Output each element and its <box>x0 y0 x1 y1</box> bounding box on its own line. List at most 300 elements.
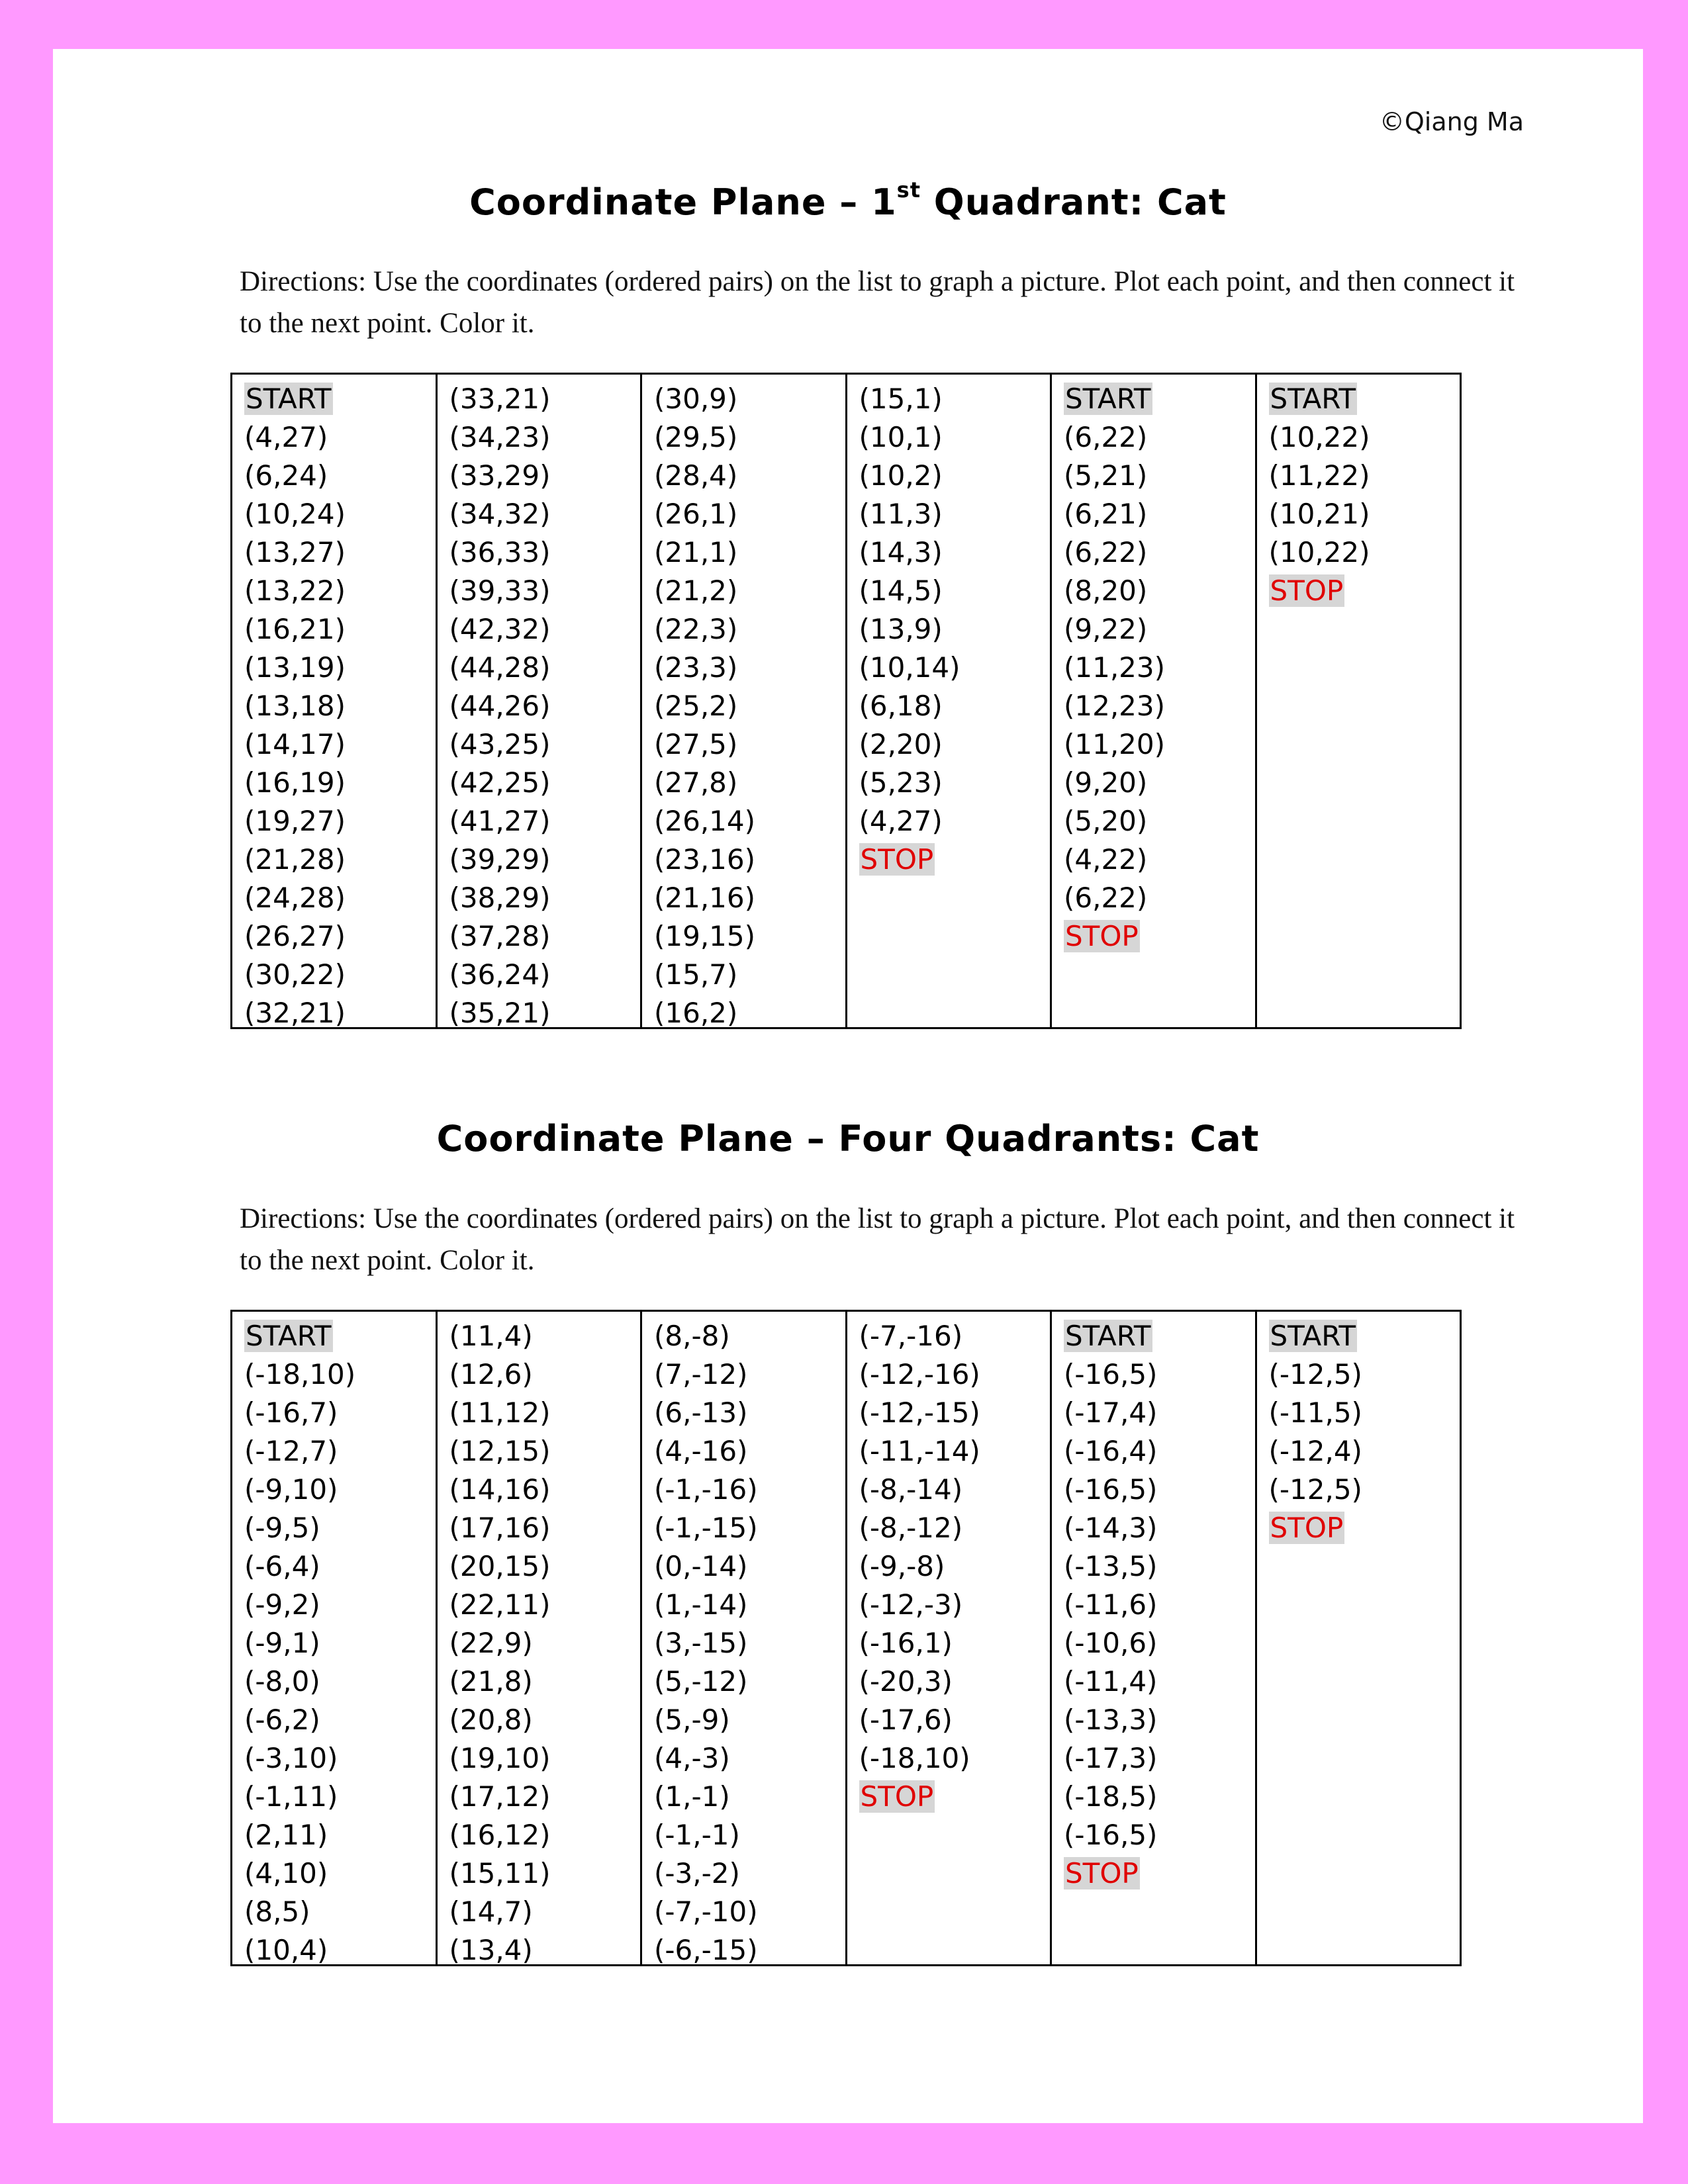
coordinate-pair <box>654 1931 845 1970</box>
coordinate-pair-text: (10,2) <box>859 459 943 492</box>
coordinate-pair <box>654 1586 845 1624</box>
coordinate-pair <box>449 610 641 649</box>
coordinate-column <box>438 375 643 1027</box>
coordinate-pair-text: (6,22) <box>1064 421 1148 453</box>
coordinate-pair-text: (-3,-2) <box>654 1857 740 1889</box>
coordinate-pair-text: (-16,5) <box>1064 1819 1158 1851</box>
start-marker-text: START <box>246 1320 332 1352</box>
coordinate-pair-text: (2,11) <box>244 1819 328 1851</box>
coordinate-pair <box>1064 1432 1255 1471</box>
coordinate-pair <box>449 1509 641 1547</box>
coordinate-pair-text: (8,5) <box>244 1895 310 1928</box>
coordinate-pair-text: (-16,5) <box>1064 1473 1158 1506</box>
coordinate-pair-text: (-18,10) <box>244 1358 356 1390</box>
coordinate-pair-text: (44,28) <box>449 651 551 684</box>
coordinate-pair-text: (21,28) <box>244 843 346 876</box>
coordinate-pair <box>859 1509 1051 1547</box>
coordinate-pair <box>1269 457 1460 495</box>
coordinate-column <box>1052 1312 1257 1964</box>
coordinate-pair <box>654 1432 845 1471</box>
coordinate-pair-text: (17,16) <box>449 1512 551 1544</box>
coordinate-pair <box>1064 1394 1255 1432</box>
coordinate-pair-text: (20,8) <box>449 1704 533 1736</box>
coordinate-pair-text: (13,18) <box>244 690 346 722</box>
coordinate-pair-text: (8,20) <box>1064 574 1148 607</box>
coordinate-pair-text: (6,22) <box>1064 536 1148 569</box>
coordinate-pair <box>859 1355 1051 1394</box>
start-marker <box>244 1317 436 1355</box>
coordinate-pair-text: (19,15) <box>654 920 756 952</box>
coordinate-pair <box>449 1355 641 1394</box>
coordinate-pair-text: (12,15) <box>449 1435 551 1467</box>
coordinate-pair-text: (-11,4) <box>1064 1665 1158 1698</box>
coordinate-pair <box>1064 1701 1255 1739</box>
coordinate-pair-text: (11,3) <box>859 498 943 530</box>
coordinate-pair-text: (-14,3) <box>1064 1512 1158 1544</box>
coordinate-pair-text: (11,12) <box>449 1396 551 1429</box>
section1-title-superscript: st <box>896 177 921 203</box>
coordinate-pair <box>654 764 845 802</box>
coordinate-pair <box>859 533 1051 572</box>
coordinate-pair-text: (34,32) <box>449 498 551 530</box>
coordinate-pair-text: (11,22) <box>1268 459 1370 492</box>
section2-title: Coordinate Plane – Four Quadrants: Cat <box>436 1118 1260 1160</box>
coordinate-pair-text: (14,5) <box>859 574 943 607</box>
coordinate-pair <box>1064 649 1255 687</box>
coordinate-pair <box>449 1432 641 1471</box>
coordinate-pair-text: (-9,1) <box>244 1627 320 1659</box>
coordinate-pair <box>244 1662 436 1701</box>
coordinate-pair-text: (41,27) <box>449 805 551 837</box>
coordinate-pair-text: (7,-12) <box>654 1358 748 1390</box>
coordinate-pair <box>1064 610 1255 649</box>
coordinate-pair <box>859 1662 1051 1701</box>
coordinate-pair-text: (6,22) <box>1064 882 1148 914</box>
coordinate-pair <box>859 687 1051 725</box>
coordinate-pair <box>244 1394 436 1432</box>
stop-marker <box>1269 1509 1460 1547</box>
coordinate-pair <box>1064 1355 1255 1394</box>
start-marker-text: START <box>1065 1320 1151 1352</box>
coordinate-pair <box>859 572 1051 610</box>
coordinate-pair <box>1064 1547 1255 1586</box>
coordinate-pair-text: (-6,2) <box>244 1704 320 1736</box>
coordinate-pair <box>449 418 641 457</box>
coordinate-pair-text: (30,9) <box>654 383 738 415</box>
coordinate-pair-text: (5,20) <box>1064 805 1148 837</box>
coordinate-pair-text: (22,3) <box>654 613 738 645</box>
coordinate-pair <box>654 1739 845 1778</box>
coordinate-pair-text: (14,7) <box>449 1895 533 1928</box>
coordinate-pair <box>244 994 436 1032</box>
coordinate-pair-text: (-13,5) <box>1064 1550 1158 1582</box>
coordinate-pair-text: (13,27) <box>244 536 346 569</box>
coordinate-pair <box>244 1931 436 1970</box>
start-marker <box>1064 380 1255 418</box>
coordinate-pair <box>1269 418 1460 457</box>
coordinate-pair-text: (4,10) <box>244 1857 328 1889</box>
section1-directions: Directions: Use the coordinates (ordered pairs) on the list to graph a picture. Plot each point, and then connect it to the next point. Color it. <box>240 266 1515 339</box>
coordinate-pair <box>859 495 1051 533</box>
coordinate-pair <box>1064 418 1255 457</box>
coordinate-pair <box>1064 457 1255 495</box>
coordinate-pair <box>449 725 641 764</box>
coordinate-pair <box>1269 1355 1460 1394</box>
coordinate-pair <box>449 572 641 610</box>
coordinate-pair-text: (37,28) <box>449 920 551 952</box>
coordinate-pair-text: (-1,-15) <box>654 1512 758 1544</box>
coordinate-pair-text: (29,5) <box>654 421 738 453</box>
coordinate-pair-text: (1,-14) <box>654 1588 748 1621</box>
coordinate-pair <box>244 1624 436 1662</box>
coordinate-pair <box>1064 533 1255 572</box>
coordinate-pair-text: (16,19) <box>244 766 346 799</box>
coordinate-column <box>438 1312 643 1964</box>
coordinate-pair <box>654 1893 845 1931</box>
coordinate-pair <box>449 533 641 572</box>
coordinate-pair <box>449 1931 641 1970</box>
stop-marker <box>1064 917 1255 956</box>
coordinate-pair-text: (44,26) <box>449 690 551 722</box>
coordinate-pair <box>654 610 845 649</box>
start-marker <box>1269 380 1460 418</box>
stop-marker <box>1269 572 1460 610</box>
coordinate-pair-text: (-13,3) <box>1064 1704 1158 1736</box>
coordinate-pair <box>244 418 436 457</box>
coordinate-pair <box>1064 841 1255 879</box>
coordinate-pair-text: (5,23) <box>859 766 943 799</box>
coordinate-pair <box>654 380 845 418</box>
coordinate-pair <box>449 457 641 495</box>
coordinate-pair-text: (16,21) <box>244 613 346 645</box>
coordinate-pair <box>449 879 641 917</box>
coordinate-pair-text: (4,27) <box>859 805 943 837</box>
coordinate-pair-text: (10,22) <box>1268 536 1370 569</box>
coordinate-pair-text: (30,22) <box>244 958 346 991</box>
stop-marker <box>1064 1854 1255 1893</box>
coordinate-pair <box>859 418 1051 457</box>
coordinate-pair-text: (6,24) <box>244 459 328 492</box>
start-marker <box>244 380 436 418</box>
coordinate-pair-text: (39,33) <box>449 574 551 607</box>
coordinate-pair <box>244 1778 436 1816</box>
coordinate-pair-text: (6,18) <box>859 690 943 722</box>
coordinate-pair-text: (-9,5) <box>244 1512 320 1544</box>
coordinate-pair <box>244 1701 436 1739</box>
coordinate-pair-text: (9,20) <box>1064 766 1148 799</box>
coordinate-pair <box>1269 1394 1460 1432</box>
coordinate-pair <box>859 1739 1051 1778</box>
coordinate-pair <box>449 1739 641 1778</box>
coordinate-pair-text: (13,4) <box>449 1934 533 1966</box>
coordinate-pair <box>1269 1471 1460 1509</box>
coordinate-pair <box>244 917 436 956</box>
coordinate-pair <box>449 1394 641 1432</box>
coordinate-pair-text: (-16,5) <box>1064 1358 1158 1390</box>
coordinate-pair <box>244 1816 436 1854</box>
coordinate-pair-text: (-18,5) <box>1064 1780 1158 1813</box>
coordinate-pair-text: (11,23) <box>1064 651 1166 684</box>
section1-title <box>53 177 1643 223</box>
coordinate-pair-text: (9,22) <box>1064 613 1148 645</box>
coordinate-pair-text: (35,21) <box>449 997 551 1029</box>
coordinate-pair <box>859 1317 1051 1355</box>
coordinate-pair-text: (-11,5) <box>1268 1396 1362 1429</box>
coordinate-pair-text: (14,3) <box>859 536 943 569</box>
coordinate-pair <box>859 610 1051 649</box>
coordinate-pair-text: (0,-14) <box>654 1550 748 1582</box>
coordinate-pair <box>654 687 845 725</box>
coordinate-pair-text: (-9,2) <box>244 1588 320 1621</box>
coordinate-pair-text: (1,-1) <box>654 1780 730 1813</box>
start-marker-text: START <box>1270 1320 1356 1352</box>
coordinate-pair <box>654 1509 845 1547</box>
section1-title-rest: Quadrant: Cat <box>921 181 1227 223</box>
coordinate-pair <box>1064 879 1255 917</box>
coordinate-column <box>642 1312 847 1964</box>
coordinate-pair-text: (42,32) <box>449 613 551 645</box>
coordinate-pair-text: (-1,-1) <box>654 1819 740 1851</box>
coordinate-pair <box>1064 572 1255 610</box>
section2-directions: Directions: Use the coordinates (ordered pairs) on the list to graph a picture. Plot each point, and then connect it to the next point. Color it. <box>240 1203 1515 1276</box>
start-marker-text: START <box>246 383 332 415</box>
stop-marker <box>859 841 1051 879</box>
coordinate-pair-text: (-17,4) <box>1064 1396 1158 1429</box>
coordinate-pair <box>1064 1624 1255 1662</box>
coordinate-pair-text: (26,27) <box>244 920 346 952</box>
coordinate-column <box>1052 375 1257 1027</box>
coordinate-pair <box>449 764 641 802</box>
coordinate-pair-text: (15,7) <box>654 958 738 991</box>
coordinate-pair <box>1064 687 1255 725</box>
coordinate-pair <box>654 649 845 687</box>
coordinate-pair <box>654 841 845 879</box>
coordinate-pair-text: (19,10) <box>449 1742 551 1774</box>
coordinate-pair-text: (11,20) <box>1064 728 1166 760</box>
start-marker <box>1064 1317 1255 1355</box>
coordinate-pair-text: (-12,7) <box>244 1435 338 1467</box>
coordinate-pair-text: (-1,11) <box>244 1780 338 1813</box>
coordinate-pair <box>654 1317 845 1355</box>
coordinate-column <box>847 375 1053 1027</box>
coordinate-pair-text: (13,9) <box>859 613 943 645</box>
coordinate-pair-text: (36,24) <box>449 958 551 991</box>
coordinate-pair-text: (26,1) <box>654 498 738 530</box>
coordinate-pair <box>244 649 436 687</box>
coordinate-pair <box>449 1471 641 1509</box>
coordinate-pair-text: (-1,-16) <box>654 1473 758 1506</box>
coordinate-pair-text: (27,5) <box>654 728 738 760</box>
coordinate-pair-text: (11,4) <box>449 1320 533 1352</box>
coordinate-pair-text: (42,25) <box>449 766 551 799</box>
coordinate-pair-text: (6,-13) <box>654 1396 748 1429</box>
coordinate-pair <box>654 1355 845 1394</box>
coordinate-pair-text: (21,16) <box>654 882 756 914</box>
coordinate-pair-text: (10,4) <box>244 1934 328 1966</box>
coordinate-pair <box>449 1317 641 1355</box>
coordinate-pair-text: (-8,-12) <box>859 1512 963 1544</box>
coordinate-pair <box>244 1432 436 1471</box>
coordinate-column <box>642 375 847 1027</box>
coordinate-pair <box>244 572 436 610</box>
coordinate-column <box>847 1312 1053 1964</box>
coordinate-pair-text: (21,8) <box>449 1665 533 1698</box>
coordinate-pair-text: (-8,0) <box>244 1665 320 1698</box>
coordinate-pair <box>654 879 845 917</box>
coordinate-pair <box>449 1662 641 1701</box>
coordinate-pair-text: (-6,-15) <box>654 1934 758 1966</box>
coordinate-pair <box>654 1547 845 1586</box>
coordinate-pair <box>859 1394 1051 1432</box>
coordinate-pair <box>859 1624 1051 1662</box>
stop-marker <box>859 1778 1051 1816</box>
coordinate-pair-text: (-12,-15) <box>859 1396 980 1429</box>
coordinate-pair <box>244 610 436 649</box>
coordinate-column <box>232 1312 438 1964</box>
coordinate-pair <box>449 1547 641 1586</box>
coordinate-pair-text: (14,16) <box>449 1473 551 1506</box>
coordinate-pair-text: (32,21) <box>244 997 346 1029</box>
coordinate-pair-text: (-12,5) <box>1268 1473 1362 1506</box>
coordinate-pair-text: (-12,-3) <box>859 1588 963 1621</box>
coordinate-pair-text: (-7,-16) <box>859 1320 963 1352</box>
coordinate-pair-text: (4,22) <box>1064 843 1148 876</box>
coordinate-pair <box>1064 1586 1255 1624</box>
coordinate-pair <box>1064 1471 1255 1509</box>
coordinate-pair <box>244 802 436 841</box>
coordinate-pair-text: (8,-8) <box>654 1320 730 1352</box>
coordinate-pair-text: (-12,4) <box>1268 1435 1362 1467</box>
coordinate-pair-text: (27,8) <box>654 766 738 799</box>
coordinate-pair-text: (22,11) <box>449 1588 551 1621</box>
coordinate-pair <box>244 764 436 802</box>
coordinate-pair-text: (-10,6) <box>1064 1627 1158 1659</box>
coordinate-pair <box>244 1471 436 1509</box>
coordinate-pair-text: (-6,4) <box>244 1550 320 1582</box>
coordinate-pair <box>654 457 845 495</box>
coordinate-column <box>1257 375 1460 1027</box>
coordinate-pair <box>654 802 845 841</box>
coordinate-pair-text: (39,29) <box>449 843 551 876</box>
start-marker-text: START <box>1270 383 1356 415</box>
coordinate-pair-text: (13,22) <box>244 574 346 607</box>
coordinate-pair-text: (-9,10) <box>244 1473 338 1506</box>
coordinate-pair <box>654 725 845 764</box>
coordinate-pair <box>449 917 641 956</box>
coordinate-pair-text: (-3,10) <box>244 1742 338 1774</box>
coordinate-pair <box>654 1816 845 1854</box>
coordinate-pair <box>859 1432 1051 1471</box>
stop-marker-text: STOP <box>1270 574 1344 607</box>
coordinate-pair <box>1064 802 1255 841</box>
coordinate-pair-text: (10,22) <box>1268 421 1370 453</box>
coordinate-pair <box>244 1509 436 1547</box>
coordinate-pair <box>244 725 436 764</box>
coordinate-pair-text: (36,33) <box>449 536 551 569</box>
section2-coordinate-table <box>230 1310 1462 1966</box>
coordinate-pair-text: (-11,-14) <box>859 1435 980 1467</box>
coordinate-pair-text: (4,-3) <box>654 1742 730 1774</box>
coordinate-pair <box>449 956 641 994</box>
coordinate-pair <box>654 1662 845 1701</box>
coordinate-pair <box>654 1624 845 1662</box>
coordinate-pair <box>1064 764 1255 802</box>
stop-marker-text: STOP <box>860 1780 934 1813</box>
coordinate-pair-text: (15,11) <box>449 1857 551 1889</box>
coordinate-pair-text: (14,17) <box>244 728 346 760</box>
start-marker-text: START <box>1065 383 1151 415</box>
coordinate-pair-text: (-9,-8) <box>859 1550 945 1582</box>
coordinate-pair <box>244 457 436 495</box>
coordinate-pair <box>859 725 1051 764</box>
coordinate-pair-text: (33,21) <box>449 383 551 415</box>
coordinate-pair-text: (-8,-14) <box>859 1473 963 1506</box>
coordinate-pair-text: (16,12) <box>449 1819 551 1851</box>
coordinate-pair-text: (4,27) <box>244 421 328 453</box>
coordinate-pair <box>654 956 845 994</box>
coordinate-pair <box>244 956 436 994</box>
coordinate-pair-text: (19,27) <box>244 805 346 837</box>
coordinate-pair-text: (-20,3) <box>859 1665 953 1698</box>
coordinate-pair <box>654 418 845 457</box>
coordinate-column <box>1257 1312 1460 1964</box>
coordinate-pair-text: (-16,7) <box>244 1396 338 1429</box>
coordinate-pair <box>449 1624 641 1662</box>
coordinate-pair <box>449 1893 641 1931</box>
section1-title-main: Coordinate Plane – 1 <box>469 181 897 223</box>
coordinate-pair-text: (23,16) <box>654 843 756 876</box>
coordinate-pair-text: (3,-15) <box>654 1627 748 1659</box>
coordinate-pair-text: (13,19) <box>244 651 346 684</box>
coordinate-pair <box>449 802 641 841</box>
coordinate-pair <box>1064 1816 1255 1854</box>
coordinate-pair-text: (10,1) <box>859 421 943 453</box>
coordinate-pair <box>859 457 1051 495</box>
coordinate-pair <box>449 1778 641 1816</box>
coordinate-pair <box>859 1586 1051 1624</box>
coordinate-pair <box>1269 495 1460 533</box>
coordinate-pair-text: (12,23) <box>1064 690 1166 722</box>
coordinate-pair <box>244 1586 436 1624</box>
coordinate-pair <box>449 495 641 533</box>
coordinate-pair <box>449 687 641 725</box>
coordinate-pair <box>859 649 1051 687</box>
coordinate-pair-text: (5,-9) <box>654 1704 730 1736</box>
stop-marker-text: STOP <box>1065 1857 1139 1889</box>
coordinate-pair <box>654 1854 845 1893</box>
coordinate-pair-text: (6,21) <box>1064 498 1148 530</box>
coordinate-pair <box>1064 725 1255 764</box>
worksheet-page <box>53 49 1643 2123</box>
coordinate-pair <box>654 495 845 533</box>
coordinate-pair <box>244 687 436 725</box>
stop-marker-text: STOP <box>1065 920 1139 952</box>
coordinate-pair <box>449 380 641 418</box>
coordinate-pair-text: (-7,-10) <box>654 1895 758 1928</box>
coordinate-pair <box>859 764 1051 802</box>
coordinate-pair <box>1064 495 1255 533</box>
coordinate-pair <box>244 1893 436 1931</box>
coordinate-pair-text: (4,-16) <box>654 1435 748 1467</box>
copyright-notice: ©Qiang Ma <box>1379 107 1524 136</box>
coordinate-pair-text: (10,21) <box>1268 498 1370 530</box>
coordinate-pair <box>859 1547 1051 1586</box>
coordinate-pair <box>449 1701 641 1739</box>
coordinate-pair <box>859 1701 1051 1739</box>
coordinate-pair <box>244 1547 436 1586</box>
coordinate-pair-text: (10,24) <box>244 498 346 530</box>
coordinate-pair <box>859 1471 1051 1509</box>
